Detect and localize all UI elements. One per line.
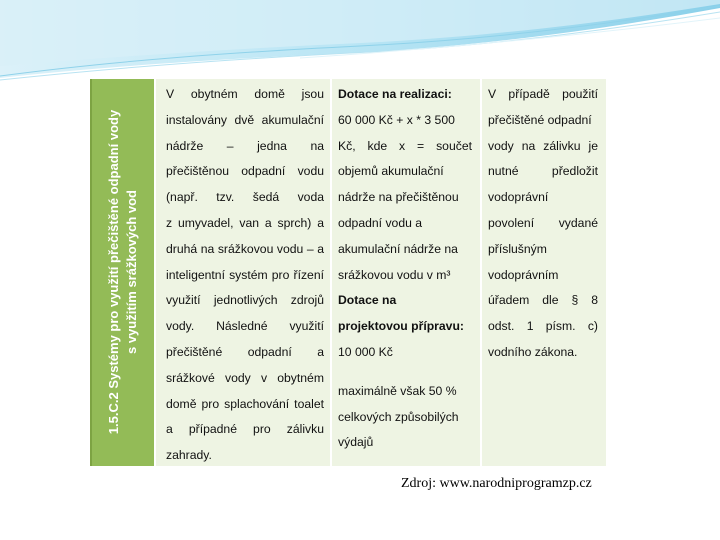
subsidy-heading: Dotace na	[338, 293, 397, 308]
text-line: zahrady.	[166, 448, 212, 463]
text-line: příslušným	[488, 241, 547, 256]
text-line: a případné pro zálivku	[166, 422, 324, 437]
text-line: vodního zákona.	[488, 344, 578, 359]
text-line: V obytném domě jsou	[166, 87, 324, 101]
text-line: vodoprávním	[488, 267, 559, 282]
subsidy-heading: Dotace na realizaci:	[338, 87, 452, 101]
text-line: vody. Následné využití	[166, 319, 324, 334]
source-caption: Zdroj: www.narodniprogramzp.cz	[401, 476, 592, 491]
text-line: povolení vydané	[488, 215, 598, 230]
header-wave-decoration	[0, 0, 720, 90]
text-line: odst. 1 písm. c)	[488, 319, 598, 334]
text-line: z umyvadel, van a sprch) a	[166, 215, 324, 230]
text-line: nádrže – jedna na	[166, 138, 324, 153]
text-line: (např. tzv. šedá voda	[166, 190, 324, 205]
side-title	[105, 92, 141, 452]
condition-cell	[480, 79, 604, 466]
text-line: přečištěné odpadní a	[166, 344, 324, 359]
text-line: 60 000 Kč + x * 3 500	[338, 112, 455, 127]
text-line: výdajů	[338, 435, 374, 450]
text-line: úřadem dle § 8	[488, 293, 598, 308]
text-line: objemů akumulační	[338, 164, 444, 179]
description-cell	[154, 79, 330, 466]
text-line: nádrže na přečištěnou	[338, 190, 459, 205]
text-line: vody na zálivku je	[488, 138, 598, 153]
text-line: odpadní vodu a	[338, 215, 423, 230]
text-line: domě pro splachování toalet	[166, 396, 324, 411]
text-line: nutné předložit	[488, 164, 598, 179]
subsidy-cell	[330, 79, 480, 466]
text-line: srážkovou vodu v m³	[338, 267, 451, 282]
text-line: V případě použití	[488, 87, 598, 101]
text-line: instalovány dvě akumulační	[166, 112, 324, 127]
text-line: přečištěnou odpadní vodu	[166, 164, 324, 179]
text-line: vodoprávní	[488, 190, 549, 205]
text-line: 10 000 Kč	[338, 344, 393, 359]
text-line: maximálně však 50 %	[338, 383, 457, 398]
text-line: Kč, kde x = součet	[338, 138, 472, 153]
side-title-cell	[90, 79, 154, 466]
text-line: celkových způsobilých	[338, 409, 459, 424]
text-line: využití jednotlivých zdrojů	[166, 293, 324, 308]
subsidy-heading: projektovou přípravu:	[338, 319, 464, 334]
side-title-line: 1.5.C.2 Systémy pro využití přečištěné odpadní vody	[106, 109, 121, 435]
side-title-line: s využitím srážkových vod	[124, 190, 139, 355]
program-table	[90, 79, 606, 466]
text-line: inteligentní systém pro řízení	[166, 267, 324, 282]
text-line: srážkové vody v obytném	[166, 370, 324, 385]
text-line: přečištěné odpadní	[488, 112, 592, 127]
text-line: druhá na srážkovou vodu – a	[166, 241, 324, 256]
text-line: akumulační nádrže na	[338, 241, 458, 256]
